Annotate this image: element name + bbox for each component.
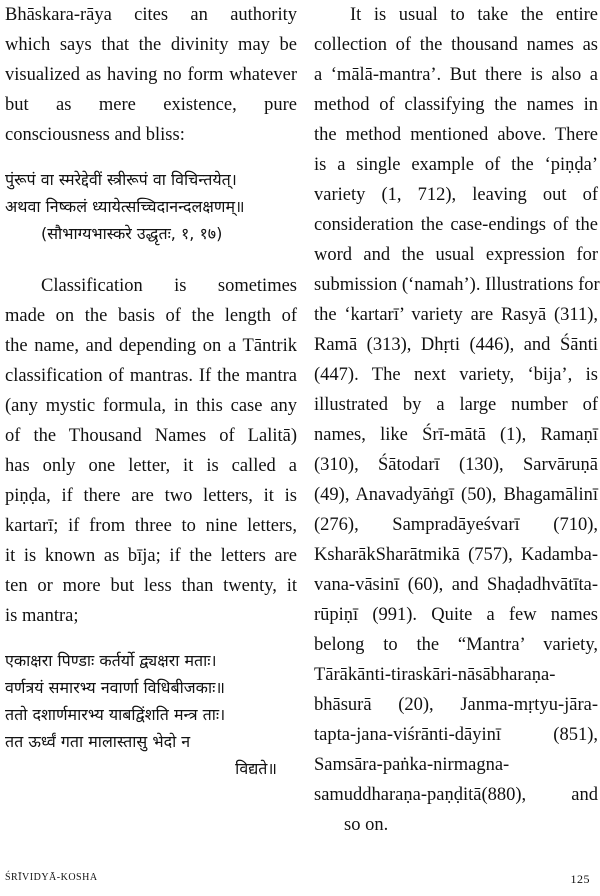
text-line: Classification is sometimes (41, 276, 297, 296)
verse-line: विद्यते॥ (235, 759, 277, 778)
text-line: consciousness and bliss: (5, 125, 185, 145)
text-line: It is usual to take the entire (350, 5, 598, 25)
running-title: ŚRĪVIDYĀ-KOSHA (5, 872, 98, 883)
text-line: of the Thousand Names of Lalitā) (5, 426, 297, 446)
text-line: so on. (344, 815, 389, 835)
text-line: (310), Śātodarī (130), Sarvāruṇā (314, 455, 598, 475)
text-line: made on the basis of the length of (5, 306, 297, 326)
text-line: Tārākānti-tiraskāri-nāsābharaṇa- (314, 665, 556, 685)
text-line: a ‘mālā-mantra’. But there is also a (314, 65, 598, 85)
text-line: bhāsurā (20), Janma-mṛtyu-jāra- (314, 695, 598, 715)
text-line: but as mere existence, pure (5, 95, 297, 115)
text-line: is mantra; (5, 606, 79, 626)
text-line: Bhāskara-rāya cites an authority (5, 5, 297, 25)
text-line: collection of the thousand names as (314, 35, 598, 55)
text-line: Ramā (313), Dhṛti (446), and Śānti (314, 335, 598, 355)
text-line: it is known as bīja; if the letters are (5, 546, 297, 566)
text-line: method of classifying the names in (314, 95, 598, 115)
text-line: Samsāra-paṅka-nirmagna- (314, 755, 510, 775)
text-line: piṇḍa, if there are two letters, it is (5, 486, 297, 506)
text-line: (447). The next variety, ‘bija’, is (314, 365, 598, 385)
verse-line: अथवा निष्कलं ध्यायेत्सच्चिदानन्दलक्षणम्॥ (5, 197, 245, 216)
verse-line: एकाक्षरा पिण्डाः कर्तर्यो द्व्यक्षरा मताः। (5, 651, 217, 670)
text-line: visualized as having no form whatever (5, 65, 297, 85)
sanskrit-verse-2 (5, 647, 297, 782)
text-line: variety (1, 712), leaving out of (314, 185, 598, 205)
text-line: classification of mantras. If the mantra (5, 366, 297, 386)
text-line: rūpiṇī (991). Quite a few names (314, 605, 598, 625)
text-line: consideration the case-endings of the (314, 215, 598, 235)
text-line: (276), Sampradāyeśvarī (710), (314, 515, 598, 535)
page-number: 125 (570, 872, 590, 886)
sanskrit-verse-1 (5, 166, 297, 247)
text-line: the method mentioned above. There (314, 125, 598, 145)
page-footer (0, 872, 600, 888)
verse-line: ततो दशार्णमारभ्य याबद्विंशति मन्त्र ताः। (5, 705, 226, 724)
verse-citation: (सौभाग्यभास्करे उद्धृतः, १, १७) (41, 224, 223, 243)
paragraph-1 (5, 0, 297, 150)
text-line: ten or more but less than twenty, it (5, 576, 297, 596)
text-line: (49), Anavadyāṅgī (50), Bhagamālinī (314, 485, 598, 505)
text-line: names, like Śrī-mātā (1), Ramaṇī (314, 425, 598, 445)
text-line: kartarī; if from three to nine letters, (5, 516, 297, 536)
text-line: has only one letter, it is called a (5, 456, 297, 476)
text-line: samuddharaṇa-paṇḍitā(880), and (314, 785, 598, 805)
text-line: word and the usual expression for (314, 245, 598, 265)
text-line: tapta-jana-viśrānti-dāyinī (851), (314, 725, 598, 745)
text-line: which says that the divinity may be (5, 35, 297, 55)
text-line: KsharākSharātmikā (757), Kadamba- (314, 545, 598, 565)
text-line: the name, and depending on a Tāntrik (5, 336, 297, 356)
text-line: illustrated by a large number of (314, 395, 598, 415)
verse-line: पुंरूपं वा स्मरेद्देवीं स्त्रीरूपं वा विचिन्तयेत्। (5, 170, 237, 189)
text-line: vana-vāsinī (60), and Shaḍadhvātīta- (314, 575, 598, 595)
right-column (314, 0, 598, 840)
left-column (5, 0, 297, 782)
verse-line: वर्णत्रयं समारभ्य नवार्णा विधिबीजकाः॥ (5, 678, 225, 697)
text-line: the ‘kartarī’ variety are Rasyā (311), (314, 305, 598, 325)
verse-line: तत ऊर्ध्वं गता मालास्तासु भेदो न (5, 732, 191, 751)
text-line: submission (‘namah’). Illustrations for (314, 275, 600, 295)
paragraph-2 (5, 271, 297, 631)
text-line: is a single example of the ‘piṇḍa’ (314, 155, 598, 175)
text-line: belong to the “Mantra’ variety, (314, 635, 598, 655)
text-line: (any mystic formula, in this case any (5, 396, 297, 416)
